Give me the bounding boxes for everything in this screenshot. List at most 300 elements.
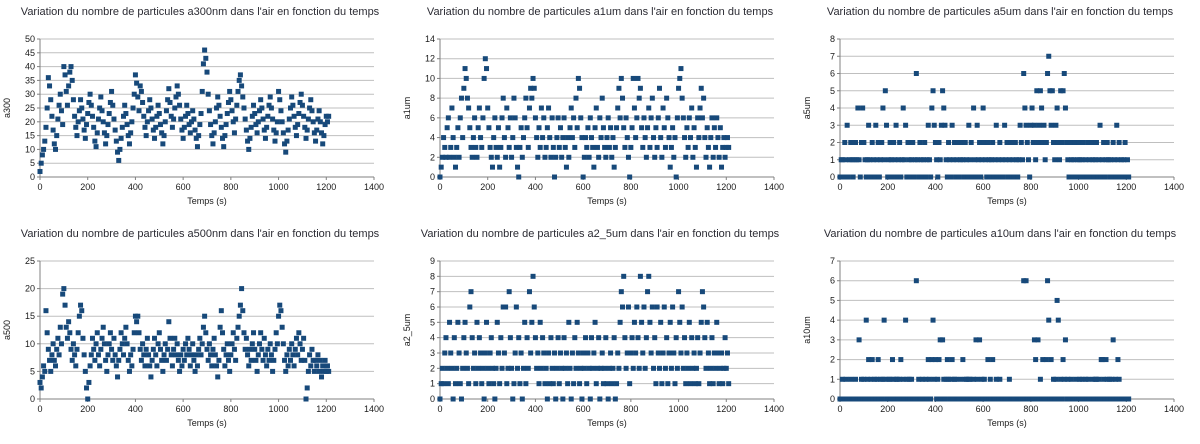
y-tick-label: 9 [429,256,435,266]
data-point [1008,140,1013,145]
data-point [80,336,85,341]
data-point [461,335,466,340]
data-point [599,135,604,140]
data-point [702,335,707,340]
data-point [702,135,707,140]
data-point [700,289,705,294]
y-axis-title: a300 [2,97,12,119]
data-point [492,115,497,120]
data-point [463,320,468,325]
y-tick-label: 15 [24,130,35,141]
data-point [256,119,261,124]
data-point [158,347,163,352]
data-point [139,358,144,363]
x-tick-label: 1200 [316,182,337,192]
data-point [320,141,325,146]
data-point [488,351,493,356]
data-point [325,119,330,124]
data-point [277,97,282,102]
data-point [857,337,862,342]
data-point [687,320,692,325]
data-point [210,347,215,352]
y-tick-label: 0 [29,172,35,182]
data-point [131,347,136,352]
data-point [894,123,899,128]
data-point [150,358,155,363]
x-tick-label: 400 [927,182,943,192]
data-point [281,130,286,135]
data-point [572,145,577,150]
data-point [630,335,635,340]
data-point [581,351,586,356]
y-tick-label: 5 [829,295,835,306]
data-point [261,117,266,122]
data-point [439,165,444,170]
data-point [720,381,725,386]
data-point [719,351,724,356]
data-point [1076,140,1081,145]
data-point [92,139,97,144]
data-point [531,274,536,279]
data-point [626,305,631,310]
data-point [268,341,273,346]
data-point [176,358,181,363]
data-point [157,111,162,116]
y-tick-label: 2 [429,363,435,374]
data-point [176,92,181,97]
data-point [1117,140,1122,145]
x-tick-label: 1000 [1068,404,1089,414]
data-point [898,175,903,180]
data-point [304,136,309,141]
data-point [527,289,532,294]
data-point [438,175,443,180]
data-point [486,381,491,386]
data-point [898,357,903,362]
data-point [905,140,910,145]
data-point [147,97,152,102]
data-point [563,366,568,371]
data-point [320,363,325,368]
data-point [484,320,489,325]
data-point [678,351,683,356]
data-point [503,305,508,310]
data-point [97,363,102,368]
data-point [116,158,121,163]
data-point [909,377,914,382]
data-point [96,352,101,357]
data-point [243,347,248,352]
data-point [200,341,205,346]
data-point [495,155,500,160]
y-tick-label: 8 [829,34,835,44]
data-point [696,381,701,386]
data-point [502,135,507,140]
data-point [910,140,915,145]
data-point [187,347,192,352]
data-point [594,106,599,111]
data-point [708,135,713,140]
data-point [283,369,288,374]
data-point [233,117,238,122]
data-point [551,381,556,386]
data-point [72,352,77,357]
data-point [1030,106,1035,111]
y-tick-label: 0 [829,172,835,182]
data-point [482,76,487,81]
data-point [237,78,242,83]
data-point [914,71,919,76]
data-point [577,381,582,386]
data-point [700,115,705,120]
data-point [312,369,317,374]
data-point [693,145,698,150]
data-point [911,175,916,180]
data-point [179,363,184,368]
data-point [182,125,187,130]
data-point [661,106,666,111]
data-point [201,61,206,66]
data-point [940,337,945,342]
data-point [953,377,958,382]
data-point [48,369,53,374]
data-point [502,351,507,356]
data-point [45,330,50,335]
data-point [95,130,100,135]
scatter-plot-a500nm [0,222,400,444]
data-point [504,106,509,111]
data-point [208,122,213,127]
y-tick-label: 6 [429,112,435,123]
x-tick-label: 0 [37,182,43,192]
data-point [100,336,105,341]
data-point [582,155,587,160]
data-point [577,86,582,91]
data-point [564,165,569,170]
data-point [985,357,990,362]
data-point [646,274,651,279]
data-point [441,381,446,386]
data-point [122,103,127,108]
data-point [458,115,463,120]
data-point [627,175,632,180]
data-point [202,48,207,53]
data-point [695,335,700,340]
data-point [926,123,931,128]
data-point [467,305,472,310]
data-point [569,106,574,111]
data-point [137,108,142,113]
data-point [597,115,602,120]
data-point [882,157,887,162]
data-point [575,125,580,130]
data-point [127,141,132,146]
y-tick-label: 10 [424,73,435,84]
x-tick-label: 200 [80,182,96,192]
data-point [128,130,133,135]
data-point [597,397,602,402]
data-point [148,106,153,111]
data-point [95,330,100,335]
y-tick-label: 6 [829,275,835,286]
data-point [1007,377,1012,382]
data-point [121,352,126,357]
data-point [659,155,664,160]
data-point [622,335,627,340]
data-point [637,96,642,101]
scatter-plot-a1um [400,0,800,222]
data-point [471,135,476,140]
data-point [142,363,147,368]
data-point [133,72,138,77]
data-point [188,130,193,135]
data-point [529,96,534,101]
data-point [705,320,710,325]
data-point [442,145,447,150]
data-point [41,363,46,368]
data-point [103,141,108,146]
data-point [309,108,314,113]
data-point [1111,337,1116,342]
data-point [523,96,528,101]
data-point [681,115,686,120]
data-point [876,357,881,362]
data-point [601,125,606,130]
data-point [639,125,644,130]
data-point [975,123,980,128]
data-point [484,66,489,71]
data-point [1114,123,1119,128]
data-point [873,123,878,128]
data-point [259,347,264,352]
data-point [680,305,685,310]
data-point [288,358,293,363]
data-point [713,145,718,150]
data-point [144,347,149,352]
data-point [46,347,51,352]
data-point [1038,88,1043,93]
data-point [890,175,895,180]
data-point [593,320,598,325]
data-point [1024,123,1029,128]
data-point [866,123,871,128]
x-tick-label: 1200 [716,404,737,414]
data-point [224,122,229,127]
data-point [84,122,89,127]
x-tick-label: 0 [437,182,443,192]
data-point [667,351,672,356]
data-point [1049,123,1054,128]
x-tick-label: 400 [927,404,943,414]
y-tick-label: 6 [829,68,835,79]
x-axis-title: Temps (s) [987,418,1027,428]
x-tick-label: 600 [975,182,991,192]
data-point [257,341,262,346]
data-point [472,115,477,120]
data-point [872,175,877,180]
data-point [708,366,713,371]
y-tick-label: 14 [424,34,435,44]
data-point [53,363,58,368]
data-point [270,369,275,374]
y-tick-label: 40 [24,61,35,72]
data-point [675,366,680,371]
data-point [714,320,719,325]
data-point [490,165,495,170]
data-point [78,303,83,308]
scatter-plot-a5um [800,0,1200,222]
data-point [532,86,537,91]
data-point [535,351,540,356]
data-point [1037,123,1042,128]
data-point [94,144,99,149]
data-point [615,106,620,111]
data-point [313,139,318,144]
chart-a5um [800,0,1200,222]
data-point [178,352,183,357]
data-point [637,366,642,371]
data-point [51,128,56,133]
data-point [614,125,619,130]
data-point [96,117,101,122]
data-point [79,308,84,313]
x-tick-label: 400 [127,404,143,414]
data-point [644,155,649,160]
data-point [704,155,709,160]
data-point [495,320,500,325]
data-point [901,106,906,111]
data-point [1024,278,1029,283]
x-tick-label: 1000 [1068,182,1089,192]
data-point [646,106,651,111]
data-point [884,123,889,128]
data-point [903,318,908,323]
data-point [465,366,470,371]
data-point [923,175,928,180]
data-point [533,115,538,120]
data-point [195,144,200,149]
data-point [550,115,555,120]
data-point [160,141,165,146]
data-point [447,320,452,325]
data-point [489,335,494,340]
data-point [661,351,666,356]
data-point [510,397,515,402]
data-point [152,336,157,341]
data-point [958,377,963,382]
data-point [566,155,571,160]
data-point [670,125,675,130]
data-point [527,106,532,111]
data-point [274,130,279,135]
data-point [191,117,196,122]
data-point [103,358,108,363]
x-tick-label: 1400 [763,404,785,414]
data-point [228,97,233,102]
data-point [476,366,481,371]
data-point [645,289,650,294]
data-point [287,347,292,352]
data-point [171,347,176,352]
data-point [855,106,860,111]
data-point [591,351,596,356]
data-point [52,141,57,146]
data-point [692,351,697,356]
data-point [709,115,714,120]
data-point [687,115,692,120]
data-point [613,145,618,150]
data-point [550,366,555,371]
data-point [477,335,482,340]
data-point [985,140,990,145]
data-point [443,335,448,340]
data-point [668,165,673,170]
data-point [968,157,973,162]
data-point [612,165,617,170]
data-point [448,145,453,150]
data-point [997,140,1002,145]
data-point [969,140,974,145]
data-point [90,114,95,119]
data-point [287,117,292,122]
data-point [157,330,162,335]
data-point [1022,106,1027,111]
data-point [676,86,681,91]
data-point [610,366,615,371]
data-point [565,135,570,140]
data-point [477,106,482,111]
data-point [105,122,110,127]
data-point [501,96,506,101]
data-point [610,135,615,140]
data-point [650,305,655,310]
data-point [236,325,241,330]
data-point [1069,377,1074,382]
data-point [671,351,676,356]
data-point [452,155,457,160]
data-point [105,352,110,357]
data-point [558,351,563,356]
data-point [119,136,124,141]
data-point [110,103,115,108]
data-point [553,397,558,402]
data-point [620,96,625,101]
data-point [885,175,890,180]
data-point [544,145,549,150]
data-point [965,175,970,180]
data-point [639,320,644,325]
data-point [438,397,443,402]
y-axis-title: a500 [2,319,12,341]
data-point [480,366,485,371]
data-point [541,115,546,120]
data-point [128,352,133,357]
data-point [263,136,268,141]
data-point [134,319,139,324]
data-point [449,366,454,371]
x-tick-label: 400 [127,182,143,192]
x-axis-title: Temps (s) [187,418,227,428]
data-point [649,115,654,120]
data-point [528,351,533,356]
data-point [928,397,933,402]
y-tick-label: 15 [24,311,35,322]
data-point [469,145,474,150]
data-point [447,155,452,160]
data-point [537,381,542,386]
data-point [140,100,145,105]
data-point [927,377,932,382]
